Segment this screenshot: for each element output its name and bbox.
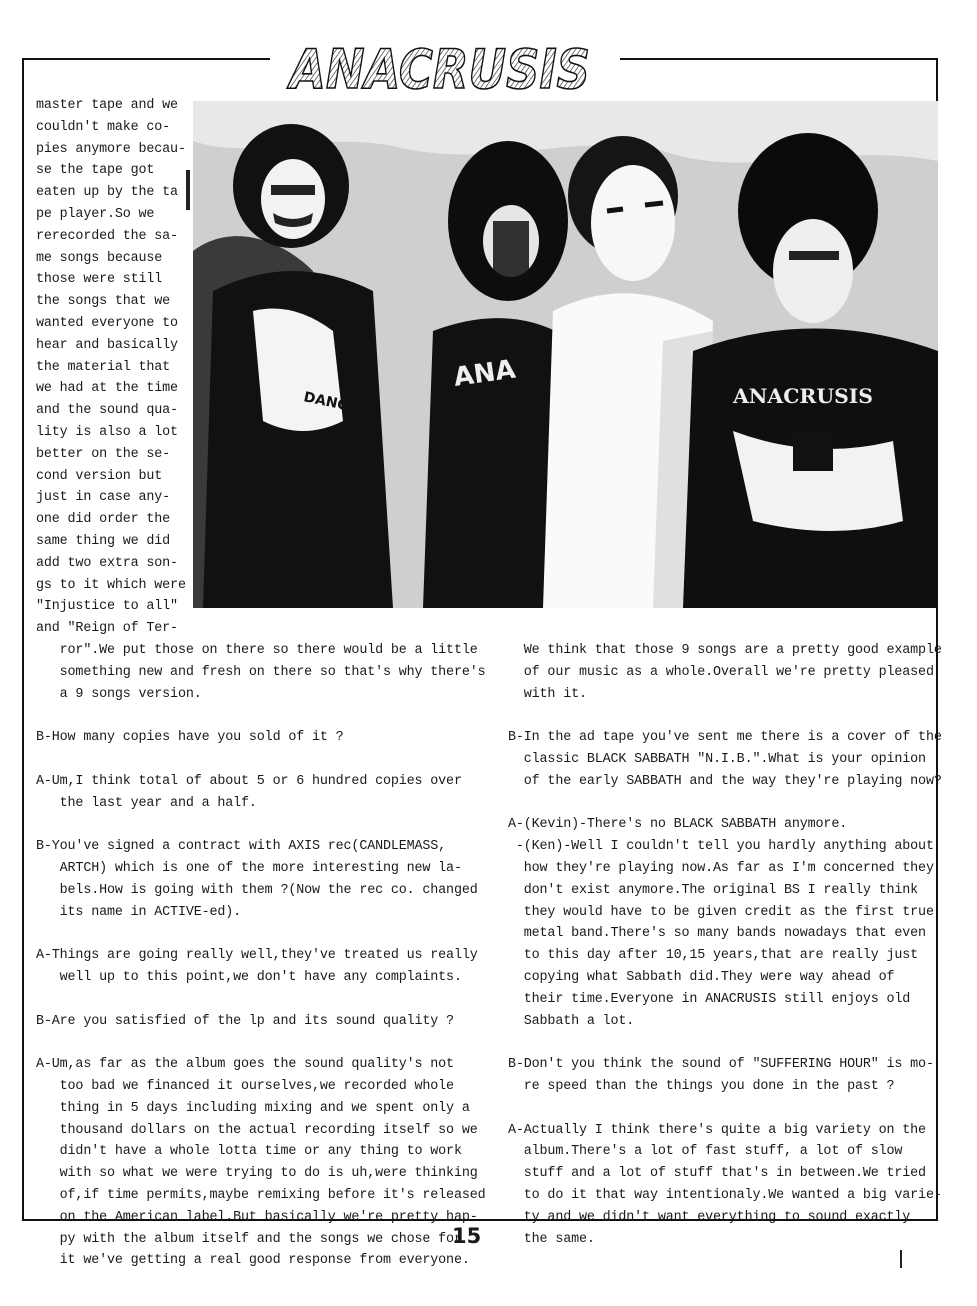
text-line: its name in ACTIVE-ed). [36, 904, 242, 920]
text-line: re speed than the things you done in the past ? [508, 1078, 895, 1094]
text-line: lity is also a lot [36, 424, 178, 440]
text-line: on the American label.But basically we're pretty hap- [36, 1209, 478, 1225]
svg-text:ANACRUSIS: ANACRUSIS [731, 384, 873, 408]
text-line: don't exist anymore.The original BS I really think [508, 882, 919, 898]
text-line: classic BLACK SABBATH "N.I.B.".What is your opinion [508, 751, 926, 767]
text-line [508, 1032, 933, 1054]
text-line: gs to it which were [36, 577, 186, 593]
text-line: B-Are you satisfied of the lp and its sound quality ? [36, 1013, 454, 1029]
text-line: the same. [508, 1231, 595, 1247]
masthead-logo [282, 36, 602, 101]
text-line: better on the se- [36, 446, 171, 462]
text-line: metal band.There's so many bands nowadays that even [508, 926, 926, 942]
text-line: thousand dollars on the actual recording itself so we [36, 1122, 478, 1138]
text-line: B-You've signed a contract with AXIS rec(CANDLEMASS, [36, 839, 447, 855]
text-line: eaten up by the ta [36, 185, 178, 201]
left-column-text [36, 640, 486, 1272]
text-line [508, 793, 933, 815]
text-line: the material that [36, 359, 171, 375]
text-line: A-(Kevin)-There's no BLACK SABBATH anymore. [508, 817, 848, 833]
text-line: thing in 5 days including mixing and we spent only a [36, 1100, 470, 1116]
text-line: pe player.So we [36, 206, 155, 222]
text-line [508, 705, 933, 727]
text-line: of the early SABBATH and the way they're playing now? [508, 773, 942, 789]
page-number: 15 [452, 1224, 482, 1248]
text-line [36, 989, 476, 1011]
svg-text:DANCE: DANCE [302, 389, 359, 417]
text-line: add two extra son- [36, 555, 178, 571]
text-line: "Injustice to all" [36, 599, 178, 615]
masthead-title: ANACRUSIS [286, 38, 590, 101]
right-column-text [508, 640, 942, 1250]
text-line: -(Ken)-Well I couldn't tell you hardly anything about [508, 839, 934, 855]
text-line: just in case any- [36, 490, 171, 506]
text-line: with so what we were trying to do is uh,were thinking [36, 1166, 478, 1182]
text-line: to do it that way intentionaly.We wanted a big varie- [508, 1187, 942, 1203]
text-line: the last year and a half. [36, 795, 257, 811]
text-line [36, 923, 476, 945]
text-line: master tape and we [36, 98, 178, 113]
svg-text:ANA: ANA [451, 354, 518, 393]
text-line: hear and basically [36, 337, 178, 353]
text-line: their time.Everyone in ANACRUSIS still enjoys old [508, 991, 911, 1007]
text-line: well up to this point,we don't have any complaints. [36, 969, 462, 985]
text-line: A-Um,I think total of about 5 or 6 hundred copies over [36, 773, 462, 789]
text-line: me songs because [36, 250, 163, 266]
text-line: of our music as a whole.Overall we're pretty pleased [508, 664, 934, 680]
text-line: something new and fresh on there so that's why there's [36, 664, 486, 680]
margin-mark [900, 1250, 902, 1268]
text-line: A-Things are going really well,they've treated us really [36, 948, 478, 964]
text-line [36, 705, 476, 727]
text-line: wanted everyone to [36, 315, 178, 331]
text-line: ARTCH) which is one of the more interesting new la- [36, 860, 462, 876]
band-photo [193, 101, 938, 608]
text-line: B-Don't you think the sound of "SUFFERING HOUR" is mo- [508, 1057, 934, 1073]
text-line: stuff and a lot of stuff that's in between.We tried [508, 1166, 926, 1182]
text-line: a 9 songs version. [36, 686, 202, 702]
text-line: se the tape got [36, 163, 155, 179]
text-line: we had at the time [36, 381, 178, 397]
text-line: didn't have a whole lotta time or any thing to work [36, 1144, 462, 1160]
text-line: and the sound qua- [36, 403, 178, 419]
narrow-column-text [36, 95, 186, 640]
text-line: A-Actually I think there's quite a big variety on the [508, 1122, 926, 1138]
text-line: bels.How is going with them ?(Now the rec co. changed [36, 882, 478, 898]
text-line: ty and we didn't want everything to sound exactly [508, 1209, 911, 1225]
text-line [508, 1098, 933, 1120]
text-line: copying what Sabbath did.They were way ahead of [508, 969, 895, 985]
text-line: couldn't make co- [36, 119, 171, 135]
text-line: the songs that we [36, 294, 171, 310]
text-line: too bad we financed it ourselves,we recorded whole [36, 1078, 454, 1094]
text-line [36, 749, 476, 771]
text-line: We think that those 9 songs are a pretty good example [508, 643, 942, 658]
text-line: and "Reign of Ter- [36, 621, 178, 637]
text-line: Sabbath a lot. [508, 1013, 635, 1029]
text-line: those were still [36, 272, 163, 288]
text-line: they would have to be given credit as the first true [508, 904, 934, 920]
text-line: B-How many copies have you sold of it ? [36, 730, 344, 746]
text-line: B-In the ad tape you've sent me there is a cover of the [508, 730, 942, 746]
text-line: one did order the [36, 512, 171, 528]
text-line: same thing we did [36, 533, 171, 549]
text-line: rerecorded the sa- [36, 228, 178, 244]
text-line: of,if time permits,maybe remixing before it's released [36, 1187, 486, 1203]
text-line: with it. [508, 686, 587, 702]
text-line: it we've getting a real good response from everyone. [36, 1253, 470, 1269]
text-line: pies anymore becau- [36, 141, 186, 157]
text-line: to this day after 10,15 years,that are really just [508, 948, 919, 964]
text-line: how they're playing now.As far as I'm concerned they [508, 860, 934, 876]
text-line: cond version but [36, 468, 163, 484]
text-line [36, 814, 476, 836]
text-line: album.There's a lot of fast stuff, a lot of slow [508, 1144, 903, 1160]
text-line: py with the album itself and the songs we chose for [36, 1231, 462, 1247]
text-line: A-Um,as far as the album goes the sound quality's not [36, 1057, 454, 1073]
text-line [36, 1032, 476, 1054]
photo-edge-mark [186, 170, 190, 210]
text-line: ror".We put those on there so there would be a little [36, 643, 478, 658]
